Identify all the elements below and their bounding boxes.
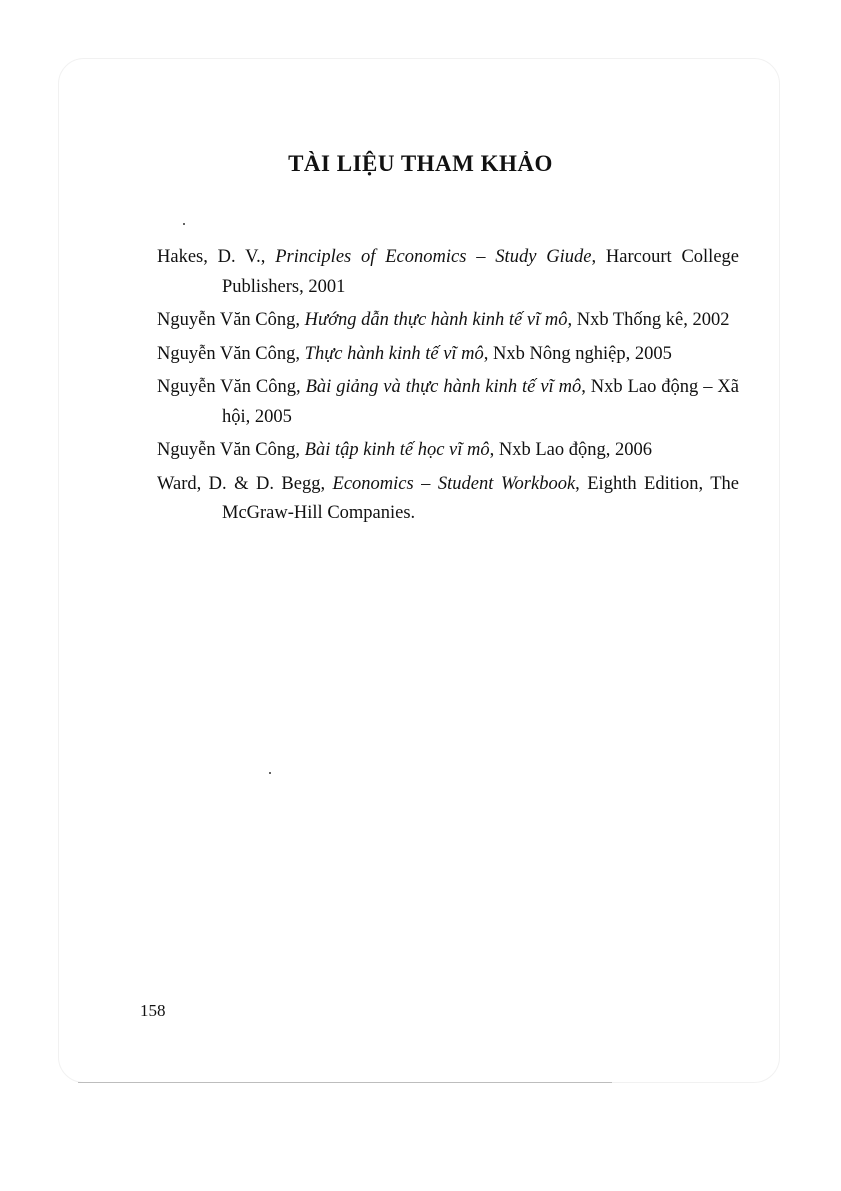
page-number: 158 <box>140 1001 166 1020</box>
reference-author: Nguyễn Văn Công, <box>157 343 305 364</box>
reference-title: Hướng dẫn thực hành kinh tế vĩ mô <box>304 310 568 330</box>
reference-title: Principles of Economics – Study Giude <box>275 247 592 267</box>
reference-author: Hakes, D. V., <box>157 247 276 267</box>
reference-publisher: , Harcourt College Publishers, 2001 <box>222 247 739 297</box>
reference-list <box>157 243 739 533</box>
reference-item <box>157 340 739 370</box>
reference-publisher: , Nxb Lao động – Xã hội, 2005 <box>222 377 739 427</box>
reference-publisher: , Nxb Lao động, 2006 <box>489 440 652 460</box>
reference-title: Thực hành kinh tế vĩ mô <box>304 343 484 364</box>
reference-author: Ward, D. & D. Begg, <box>157 473 333 494</box>
scan-speck <box>269 772 271 774</box>
reference-title: Bài tập kinh tế học vĩ mô <box>304 440 490 460</box>
reference-item <box>157 470 739 529</box>
scan-speck <box>183 223 185 225</box>
reference-publisher: , Nxb Nông nghiệp, 2005 <box>483 343 672 364</box>
reference-author: Nguyễn Văn Công, <box>157 440 305 460</box>
page-title: TÀI LIỆU THAM KHẢO <box>288 151 553 176</box>
page-frame <box>58 58 780 1083</box>
bottom-rule <box>78 1082 612 1083</box>
reference-author: Nguyễn Văn Công, <box>157 377 306 397</box>
reference-item <box>157 243 739 302</box>
reference-publisher: , Eighth Edition, The McGraw-Hill Companies. <box>222 473 740 523</box>
reference-item <box>157 306 739 336</box>
reference-author: Nguyễn Văn Công, <box>157 310 305 330</box>
reference-item <box>157 373 739 432</box>
reference-title: Bài giảng và thực hành kinh tế vĩ mô <box>305 377 582 397</box>
reference-publisher: , Nxb Thống kê, 2002 <box>567 310 730 330</box>
reference-item <box>157 436 739 466</box>
reference-title: Economics – Student Workbook <box>332 473 576 494</box>
